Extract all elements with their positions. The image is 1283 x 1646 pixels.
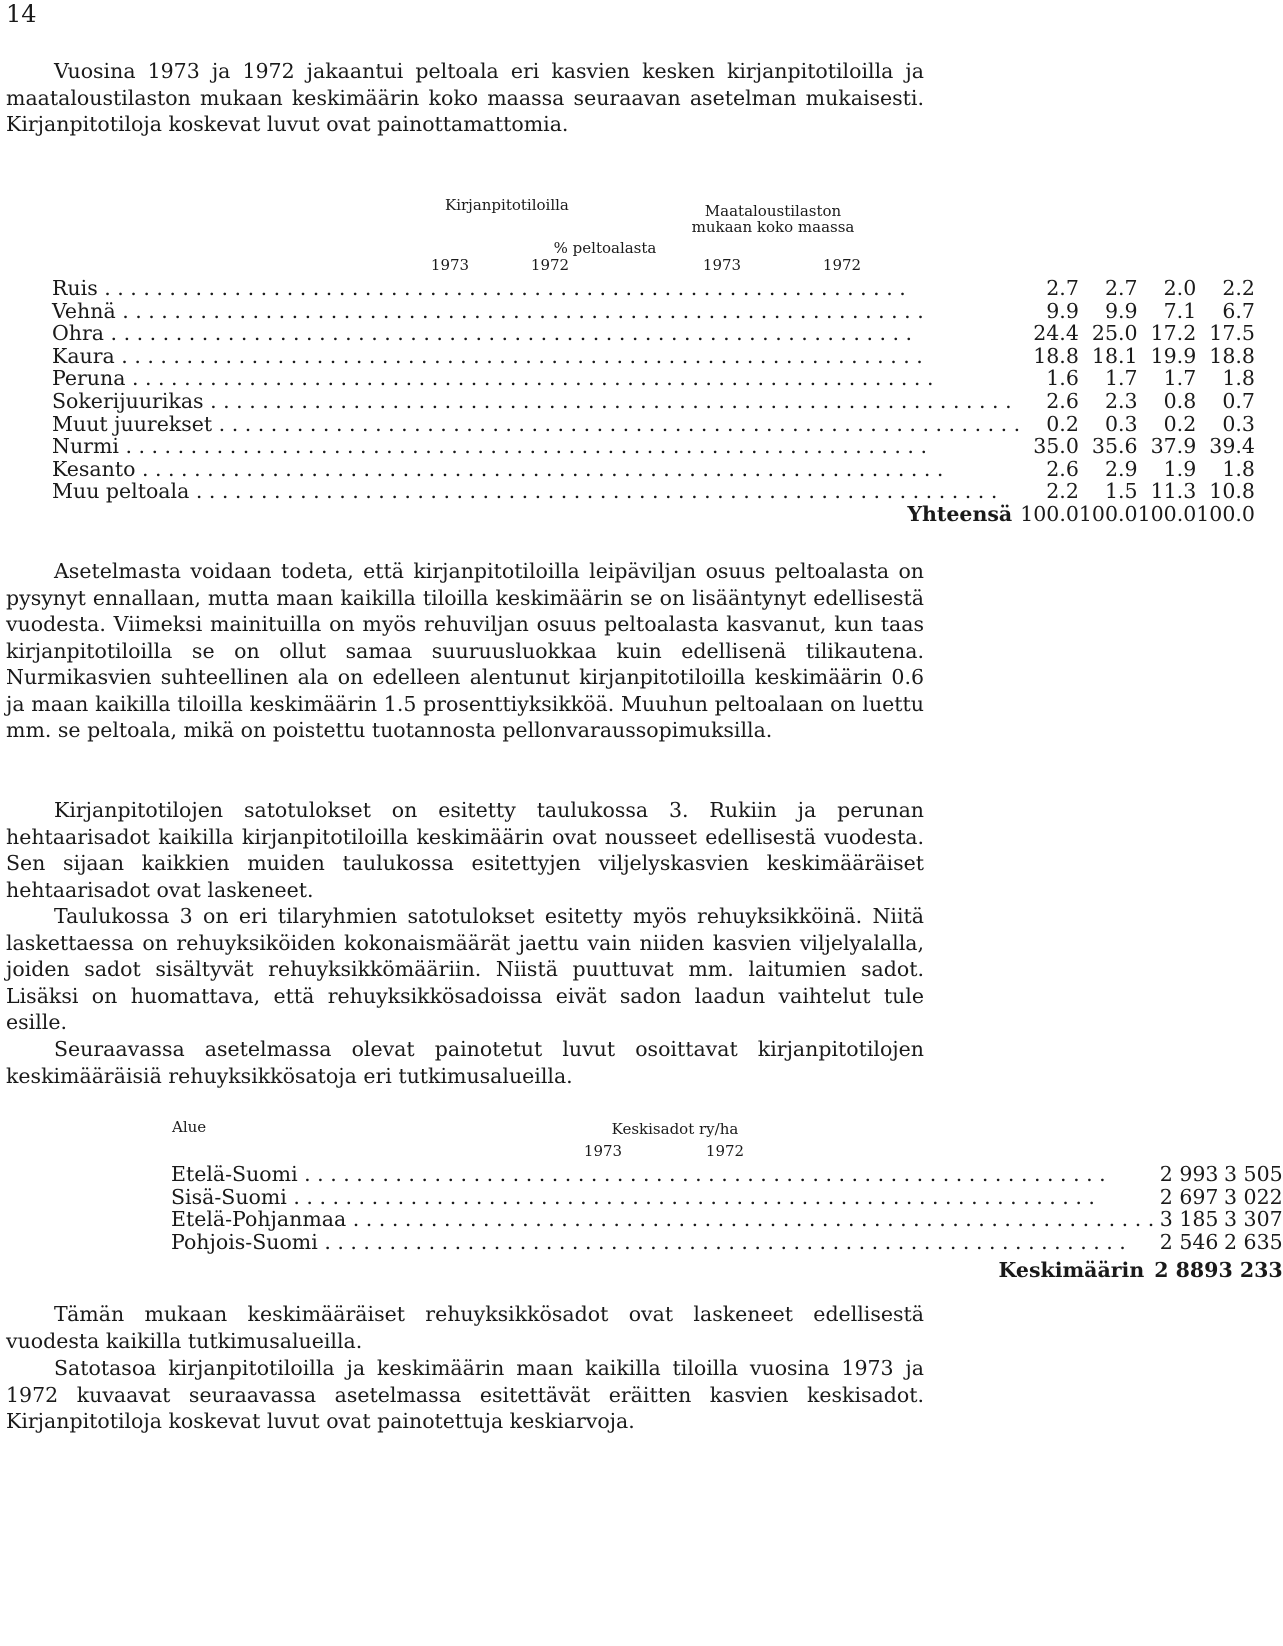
cell: 17.5: [1209, 321, 1255, 346]
table-row: [52, 435, 1255, 458]
cell: 2.9: [1104, 456, 1138, 481]
cell: 1.8: [1222, 366, 1255, 391]
table1-year-2: 1972: [530, 256, 570, 274]
table-row: [52, 367, 1255, 390]
table-row: [52, 277, 1255, 300]
closing-paragraph-1: Tämän mukaan keskimääräiset rehuyksikkösadot ovat laskeneet edellisestä vuodesta kaikilla tutkimusalueilla.: [6, 1302, 924, 1353]
cell: 0.3: [1104, 411, 1138, 436]
cell: 19.9: [1150, 343, 1197, 368]
cell: 1.6: [1046, 366, 1079, 391]
cell: 3 022: [1223, 1184, 1283, 1209]
table-row: [171, 1208, 1283, 1231]
cell: 2 889: [1154, 1258, 1219, 1283]
cell: 0.3: [1222, 411, 1255, 436]
row-label: Etelä-Pohjanmaa . . .: [171, 1208, 1154, 1231]
table1-group-left: Kirjanpitotiloilla: [445, 196, 569, 214]
table2-col-label: Alue: [172, 1118, 207, 1136]
table1-group-right-line1: Maataloustilaston: [704, 202, 842, 220]
cell: 2.3: [1104, 388, 1138, 413]
row-label: Pohjois-Suomi . . .: [171, 1231, 1154, 1254]
cell: 2.6: [1046, 456, 1079, 481]
table1-year-3: 1973: [702, 256, 742, 274]
cell: 35.0: [1033, 434, 1079, 459]
cell: 1.7: [1104, 366, 1138, 391]
crop-share-table: [52, 277, 1255, 526]
total-label: Keskimäärin: [998, 1258, 1145, 1283]
table1-year-1: 1973: [430, 256, 470, 274]
cell: 6.7: [1222, 298, 1255, 323]
row-label: Peruna . . .: [52, 367, 1020, 390]
cell: 9.9: [1046, 298, 1079, 323]
row-label: Muut juurekset . . .: [52, 413, 1020, 436]
cell: 3 307: [1223, 1207, 1283, 1232]
cell: 0.2: [1046, 411, 1079, 436]
row-label: Nurmi . . .: [52, 435, 1020, 458]
row-label: Etelä-Suomi . . .: [171, 1163, 1154, 1186]
cell: 0.8: [1163, 388, 1197, 413]
cell: 17.2: [1150, 321, 1197, 346]
row-label: Muu peltoala . . .: [52, 480, 1020, 503]
cell: 18.8: [1209, 343, 1255, 368]
cell: 25.0: [1091, 321, 1138, 346]
row-label: Sokerijuurikas . . .: [52, 390, 1020, 413]
table-row: [52, 413, 1255, 436]
page-number: 14: [6, 0, 37, 28]
total-label: Yhteensä: [907, 501, 1013, 526]
cell: 10.8: [1209, 479, 1255, 504]
cell: 37.9: [1150, 434, 1197, 459]
cell: 35.6: [1091, 434, 1138, 459]
table1-group-right-line2: mukaan koko maassa: [691, 218, 855, 236]
body-paragraph-2: Kirjanpitotilojen satotulokset on esitetty taulukossa 3. Rukiin ja perunan hehtaarisadot kaikilla kirjanpitotiloilla keskimäärin ovat nousseet edellisestä vuodesta. Sen sijaan kaikkien muiden taulukossa esitettyjen viljelyskasvien keskimääräiset hehtaarisadot ovat laskeneet.: [6, 798, 924, 902]
table-total-row: [52, 503, 1255, 526]
table2-year-1: 1973: [583, 1142, 623, 1160]
cell: 24.4: [1033, 321, 1079, 346]
cell: 0.7: [1222, 388, 1255, 413]
table1-unit: % peltoalasta: [553, 239, 657, 257]
cell: 11.3: [1150, 479, 1197, 504]
cell: 1.7: [1163, 366, 1197, 391]
table-row: [171, 1231, 1283, 1254]
intro-paragraph: Vuosina 1973 ja 1972 jakaantui peltoala eri kasvien kesken kirjanpitotiloilla ja maataloustilaston mukaan keskimäärin koko maassa seuraavan asetelman mukaisesti. Kirjanpitotiloja koskevat luvut ovat painottamattomia.: [6, 59, 924, 136]
cell: 100.0: [1078, 501, 1138, 526]
body-paragraph-4: Seuraavassa asetelmassa olevat painotetut luvut osoittavat kirjanpitotilojen keskimääräisiä rehuyksikkösatoja eri tutkimusalueilla.: [6, 1037, 924, 1088]
cell: 9.9: [1104, 298, 1138, 323]
cell: 2.7: [1104, 276, 1138, 300]
cell: 3 233: [1218, 1258, 1283, 1283]
cell: 100.0: [1196, 501, 1255, 526]
table-row: [52, 390, 1255, 413]
feed-unit-yield-table: [171, 1163, 1283, 1287]
cell: 2.2: [1046, 479, 1079, 504]
cell: 2 993: [1159, 1162, 1219, 1186]
cell: 2.7: [1046, 276, 1079, 300]
table-row: [171, 1163, 1283, 1186]
cell: 1.9: [1163, 456, 1197, 481]
body-paragraph-1: Asetelmasta voidaan todeta, että kirjanpitotiloilla leipäviljan osuus peltoalasta on pysynyt ennallaan, mutta maan kaikilla tiloilla keskimäärin se on lisääntynyt edellisestä vuodesta. Viimeksi mainituilla on myös rehuviljan osuus peltoalasta kasvanut, kun taas kirjanpitotiloilla se on ollut samaa suuruusluokkaa kuin edellisenä tilikautena. Nurmikasvien suhteellinen ala on edelleen alentunut kirjanpitotiloilla keskimäärin 0.6 ja maan kaikilla tiloilla keskimäärin 1.5 prosenttiyksikköä. Muuhun peltoalaan on luettu mm. se peltoala, mikä on poistettu tuotannosta pellonvaraussopimuksilla.: [6, 559, 924, 742]
cell: 100.0: [1020, 501, 1079, 526]
row-label: Vehnä . . .: [52, 300, 1020, 323]
table-row: [171, 1186, 1283, 1209]
table-row: [52, 458, 1255, 481]
row-label: Kesanto . . .: [52, 458, 1020, 481]
cell: 2 635: [1223, 1229, 1283, 1254]
closing-paragraph-2: Satotasoa kirjanpitotiloilla ja keskimäärin maan kaikilla tiloilla vuosina 1973 ja 1972 kuvaavat seuraavassa asetelmassa esitettävät eräitten kasvien keskisadot. Kirjanpitotiloja koskevat luvut ovat painotettuja keskiarvoja.: [6, 1356, 924, 1433]
cell: 2.6: [1046, 388, 1079, 413]
table-total-row: [171, 1253, 1283, 1287]
cell: 18.8: [1033, 343, 1079, 368]
table-row: [52, 322, 1255, 345]
row-label: Ruis . . .: [52, 277, 1020, 300]
cell: 3 185: [1159, 1207, 1219, 1232]
table1-year-4: 1972: [822, 256, 862, 274]
cell: 100.0: [1137, 501, 1197, 526]
cell: 0.2: [1163, 411, 1197, 436]
table-row: [52, 300, 1255, 323]
cell: 2.2: [1222, 276, 1255, 300]
cell: 39.4: [1209, 434, 1255, 459]
table2-unit: Keskisadot ry/ha: [611, 1120, 739, 1138]
cell: 2 546: [1159, 1229, 1219, 1254]
row-label: Sisä-Suomi . . .: [171, 1186, 1154, 1209]
row-label: Ohra . . .: [52, 322, 1020, 345]
cell: 1.5: [1104, 479, 1138, 504]
cell: 2 697: [1159, 1184, 1219, 1209]
body-paragraph-3: Taulukossa 3 on eri tilaryhmien satotulokset esitetty myös rehuyksikköinä. Niitä laskettaessa on rehuyksiköiden kokonaismäärät jaettu vain niiden kasvien viljelyalalla, joiden sadot sisältyvät rehuyksikkömääriin. Niistä puuttuvat mm. laitumien sadot. Lisäksi on huomattava, että rehuyksikkösadoissa eivät sadon laadun vaihtelut tule esille.: [6, 904, 924, 1034]
table-row: [52, 480, 1255, 503]
table-row: [52, 345, 1255, 368]
row-label: Kaura . . .: [52, 345, 1020, 368]
cell: 1.8: [1222, 456, 1255, 481]
cell: 7.1: [1163, 298, 1197, 323]
cell: 2.0: [1163, 276, 1197, 300]
cell: 18.1: [1091, 343, 1138, 368]
cell: 3 505: [1223, 1162, 1283, 1186]
table2-year-2: 1972: [705, 1142, 745, 1160]
